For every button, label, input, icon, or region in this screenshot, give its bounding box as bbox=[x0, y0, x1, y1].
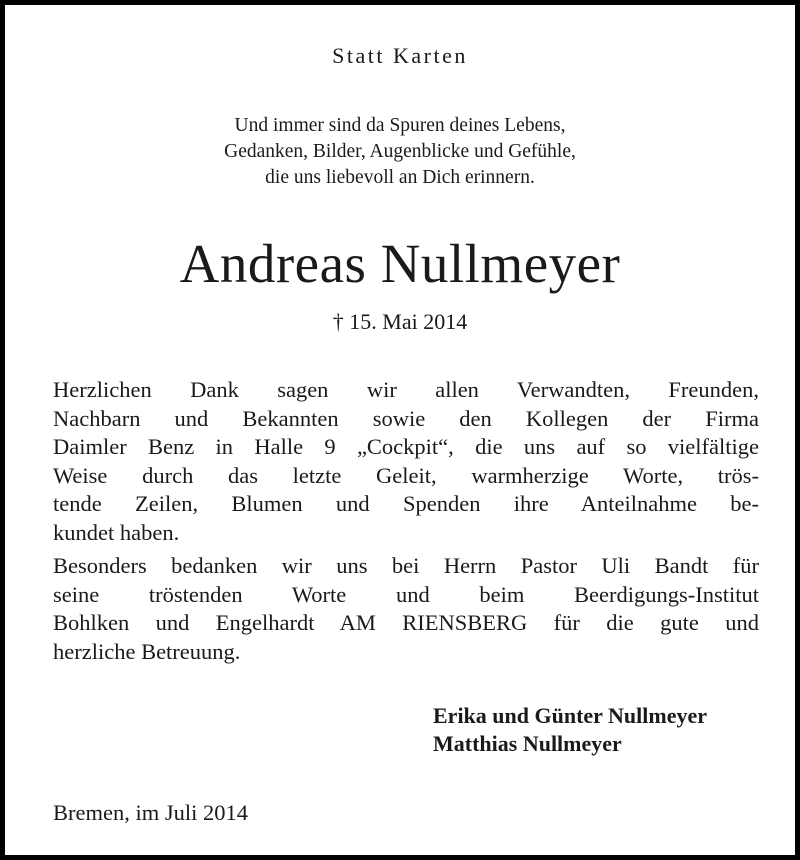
paragraph-line: seine tröstenden Worte und beim Beerdigungs-Institut bbox=[53, 581, 759, 607]
paragraph-line: Weise durch das letzte Geleit, warmherzige Worte, trös- bbox=[53, 462, 759, 488]
deceased-name: Andreas Nullmeyer bbox=[179, 233, 621, 294]
paragraph-line: Daimler Benz in Halle 9 „Cockpit“, die uns auf so vielfältige bbox=[53, 434, 759, 459]
place-and-date: Bremen, im Juli 2014 bbox=[53, 800, 248, 825]
special-thanks-paragraph bbox=[53, 552, 759, 666]
signature-line: Erika und Günter Nullmeyer bbox=[433, 703, 708, 728]
paragraph-line: kundet haben. bbox=[53, 519, 180, 545]
memorial-poem bbox=[5, 113, 795, 191]
signature-line: Matthias Nullmeyer bbox=[433, 731, 622, 756]
paragraph-line: herzliche Betreuung. bbox=[53, 638, 241, 664]
notice-header: Statt Karten bbox=[332, 43, 468, 68]
poem-line: Und immer sind da Spuren deines Lebens, bbox=[234, 115, 566, 136]
paragraph-line: Herzlichen Dank sagen wir allen Verwandten, Freunden, bbox=[53, 377, 759, 402]
paragraph-line: tende Zeilen, Blumen und Spenden ihre Anteilnahme be- bbox=[53, 491, 759, 516]
paragraph-line: Nachbarn und Bekannten sowie den Kollegen der Firma bbox=[53, 405, 759, 431]
death-date: † 15. Mai 2014 bbox=[332, 309, 468, 334]
signatures bbox=[433, 702, 707, 758]
thanks-paragraph bbox=[53, 376, 759, 547]
paragraph-line: Bohlken und Engelhardt AM RIENSBERG für die gute und bbox=[53, 610, 759, 635]
poem-line: die uns liebevoll an Dich erinnern. bbox=[265, 167, 535, 188]
paragraph-line: Besonders bedanken wir uns bei Herrn Pastor Uli Bandt für bbox=[53, 553, 759, 578]
poem-line: Gedanken, Bilder, Augenblicke und Gefühle, bbox=[224, 141, 576, 162]
